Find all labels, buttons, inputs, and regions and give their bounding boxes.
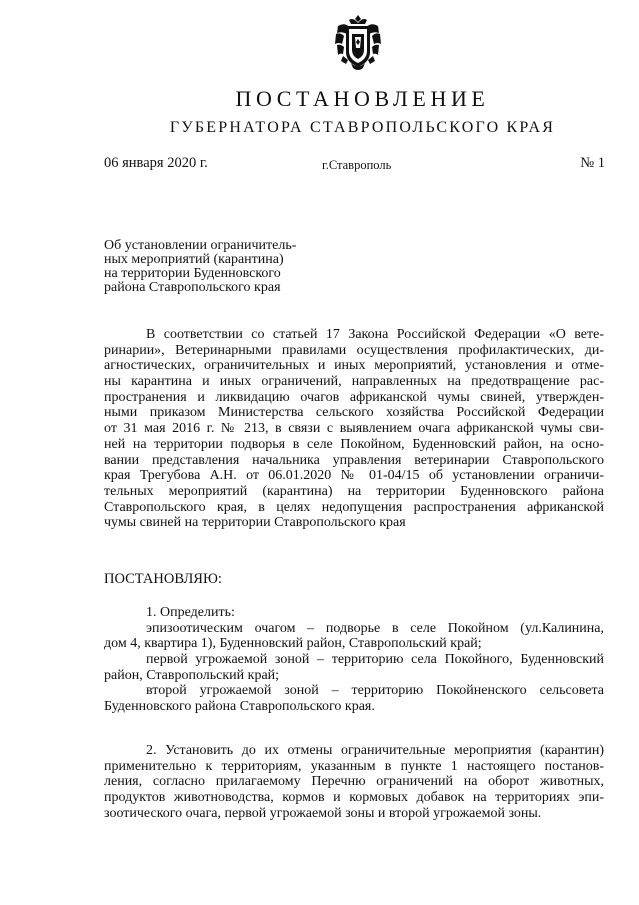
preamble-paragraph — [104, 327, 604, 531]
item-1-line: дом 4, квартира 1), Буденновский район, Ставропольский край; — [104, 636, 482, 652]
item-2-line: ления, согласно прилагаемому Перечню ограничений на оборот животных, — [104, 774, 604, 790]
preamble-line: пространения и ликвидацию очагов африканской чумы свиней, утвержден- — [104, 389, 604, 405]
preamble-line: чумы свиней на территории Ставропольского края — [104, 515, 406, 531]
document-date: 06 января 2020 г. — [104, 155, 208, 171]
subject-line: района Ставропольского края — [104, 280, 281, 295]
item-2-line: 2. Установить до их отмены ограничительные мероприятия (карантин) — [146, 743, 604, 758]
preamble-line: вании представления начальника управления ветеринарии Ставропольского — [104, 452, 604, 468]
subject-line: ных мероприятий (карантина) — [104, 252, 284, 267]
item-1 — [104, 605, 604, 715]
preamble-line: Ставропольского края, в целях недопущения распространения африканской — [104, 499, 604, 515]
item-1-line: район, Ставропольский край; — [104, 667, 280, 683]
preamble-line: ней на территории подворья в селе Покойном, Буденновский район, на осно- — [104, 436, 604, 452]
preamble-line: агностических, ограничительных и иных мероприятий, установления и отме- — [104, 358, 604, 374]
preamble-line: края Трегубова А.Н. от 06.01.2020 № 01-04/15 об установлении ограничи- — [104, 468, 604, 484]
resolve-word: ПОСТАНОВЛЯЮ: — [104, 571, 222, 587]
item-2-line: зоотического очага, первой угрожаемой зоны и второй угрожаемой зоны. — [104, 805, 542, 821]
document-issuer: ГУБЕРНАТОРА СТАВРОПОЛЬСКОГО КРАЯ — [169, 119, 556, 136]
document-city: г.Ставрополь — [322, 158, 392, 172]
coat-of-arms-icon — [334, 14, 382, 72]
document-number: № 1 — [580, 155, 605, 171]
document-subject — [104, 239, 344, 295]
item-1-line: первой угрожаемой зоной – территорию села Покойного, Буденновский — [146, 652, 604, 668]
preamble-line: от 31 мая 2016 г. № 213, в связи с выявлением очага африканской чумы сви- — [104, 421, 604, 437]
document-title: ПОСТАНОВЛЕНИЕ — [235, 86, 490, 111]
preamble-line: ринарии», Ветеринарными правилами осуществления профилактических, ди- — [104, 342, 604, 358]
item-2 — [104, 743, 604, 821]
preamble-line: ны карантина и иных ограничений, направленных на предотвращение рас- — [104, 374, 604, 390]
item-1-heading: 1. Определить: — [146, 605, 235, 620]
item-1-line: Буденновского района Ставропольского края. — [104, 699, 375, 715]
subject-line: Об установлении ограничитель- — [104, 238, 297, 253]
item-1-line: второй угрожаемой зоной – территорию Покойненского сельсовета — [146, 683, 604, 699]
item-2-line: продуктов животноводства, кормов и кормовых добавок на территориях эпи- — [104, 790, 604, 806]
preamble-line: тельных мероприятий (карантина) на территории Буденновского района — [104, 483, 604, 499]
item-2-line: применительно к территориям, указанным в пункте 1 настоящего постанов- — [104, 758, 604, 774]
item-1-line: эпизоотическим очагом – подворье в селе Покойном (ул.Калинина, — [146, 620, 604, 636]
preamble-line: В соответствии со статьей 17 Закона Российской Федерации «О вете- — [146, 327, 604, 342]
subject-line: на территории Буденновского — [104, 266, 281, 281]
preamble-line: ными приказом Министерства сельского хозяйства Российской Федерации — [104, 405, 604, 421]
